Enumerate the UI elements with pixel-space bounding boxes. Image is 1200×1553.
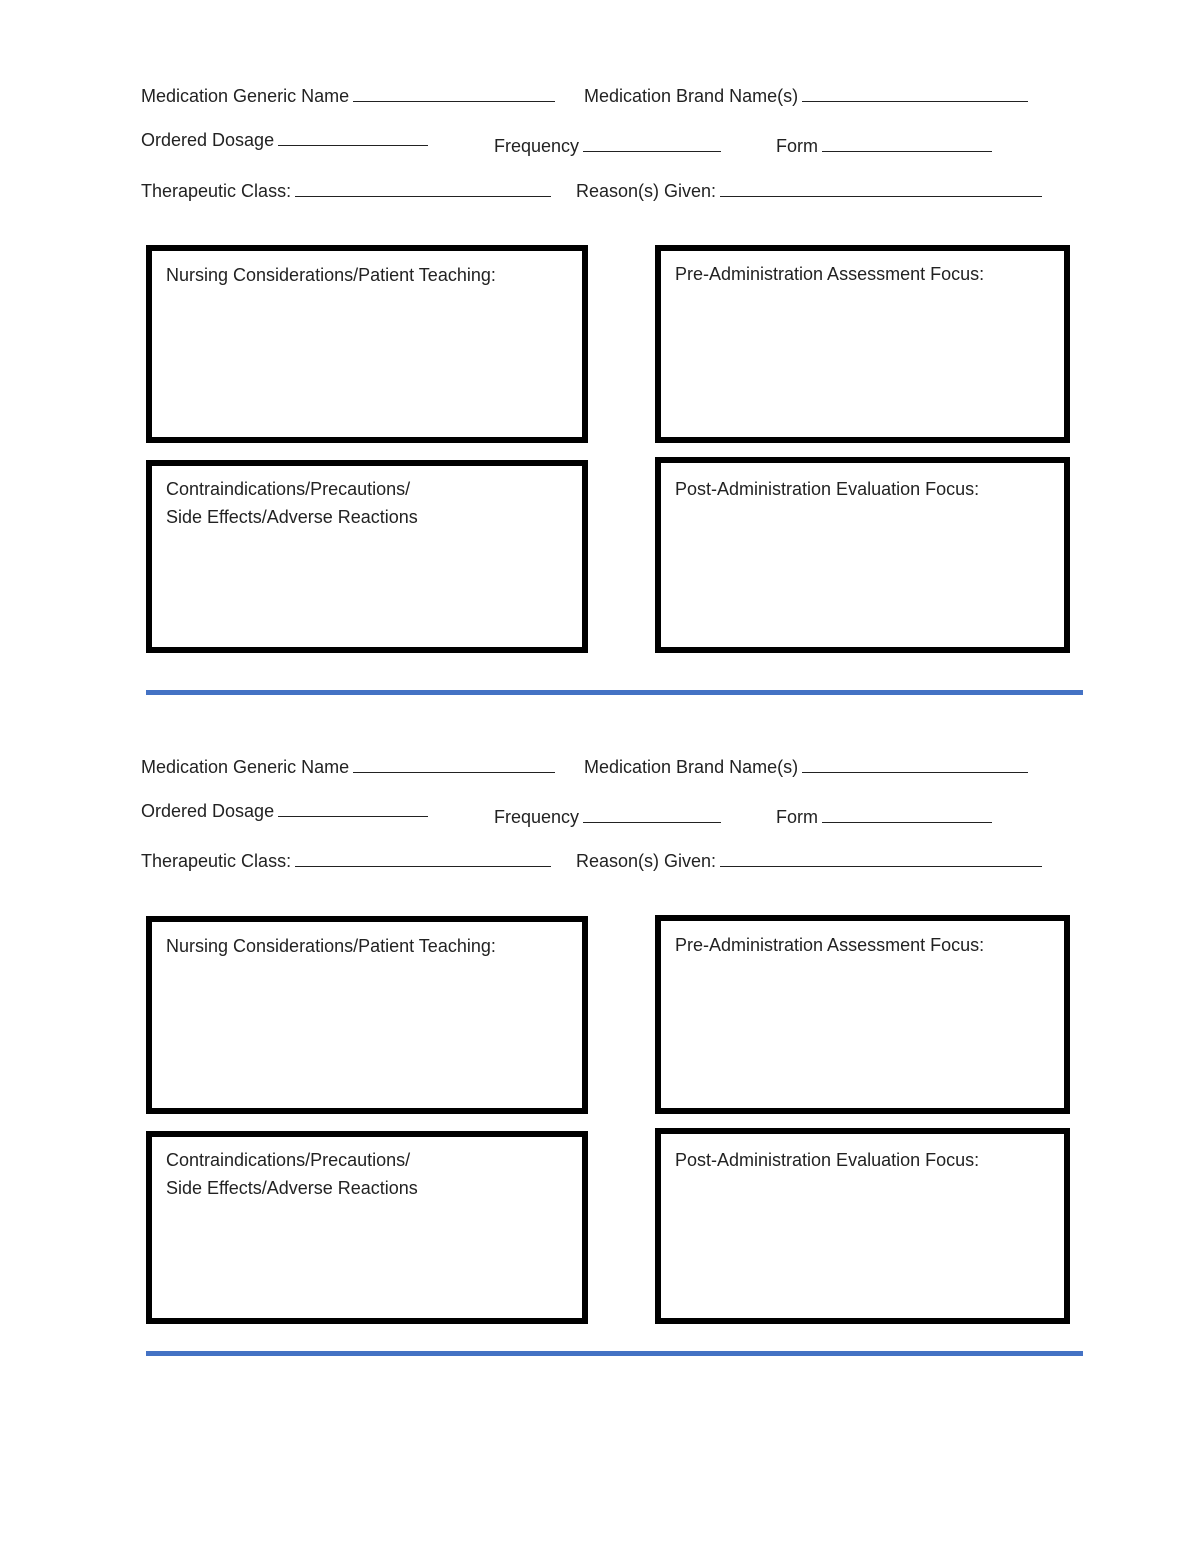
form-blank[interactable] <box>822 804 992 823</box>
generic-name-field[interactable] <box>141 83 555 107</box>
generic-name-blank[interactable] <box>353 83 555 102</box>
contraindications-line-1: Contraindications/Precautions/ <box>166 479 411 499</box>
pre-administration-box[interactable] <box>655 245 1070 443</box>
brand-name-label: Medication Brand Name(s) <box>584 757 799 777</box>
therapeutic-class-field[interactable] <box>141 178 551 202</box>
contraindications-box[interactable] <box>146 460 588 653</box>
therapeutic-class-field[interactable] <box>141 848 551 872</box>
reasons-given-field[interactable] <box>576 178 1042 202</box>
contraindications-label <box>166 1146 418 1202</box>
nursing-considerations-box[interactable] <box>146 245 588 443</box>
post-administration-label: Post-Administration Evaluation Focus: <box>675 1150 980 1170</box>
contraindications-line-2: Side Effects/Adverse Reactions <box>166 1178 418 1198</box>
section-divider-2 <box>146 1351 1083 1356</box>
form-field[interactable] <box>776 804 992 828</box>
therapeutic-class-blank[interactable] <box>295 848 551 867</box>
post-administration-label: Post-Administration Evaluation Focus: <box>675 479 980 499</box>
frequency-field[interactable] <box>494 804 721 828</box>
pre-administration-box[interactable] <box>655 915 1070 1114</box>
medication-form-1 <box>0 0 1200 640</box>
post-administration-box[interactable] <box>655 457 1070 653</box>
reasons-given-label: Reason(s) Given: <box>576 181 717 201</box>
ordered-dosage-label: Ordered Dosage <box>141 801 275 821</box>
frequency-blank[interactable] <box>583 804 721 823</box>
medication-form-2 <box>0 671 1200 1311</box>
nursing-considerations-box[interactable] <box>146 916 588 1114</box>
generic-name-blank[interactable] <box>353 754 555 773</box>
ordered-dosage-blank[interactable] <box>278 127 428 146</box>
reasons-given-label: Reason(s) Given: <box>576 851 717 871</box>
form-label: Form <box>776 136 818 156</box>
frequency-label: Frequency <box>494 136 580 156</box>
generic-name-field[interactable] <box>141 754 555 778</box>
ordered-dosage-field[interactable] <box>141 127 428 151</box>
form-blank[interactable] <box>822 133 992 152</box>
therapeutic-class-label: Therapeutic Class: <box>141 851 292 871</box>
generic-name-label: Medication Generic Name <box>141 86 350 106</box>
pre-administration-label: Pre-Administration Assessment Focus: <box>675 264 985 284</box>
reasons-given-blank[interactable] <box>720 848 1042 867</box>
therapeutic-class-blank[interactable] <box>295 178 551 197</box>
brand-name-blank[interactable] <box>802 83 1028 102</box>
post-administration-box[interactable] <box>655 1128 1070 1324</box>
reasons-given-field[interactable] <box>576 848 1042 872</box>
contraindications-line-1: Contraindications/Precautions/ <box>166 1150 411 1170</box>
brand-name-field[interactable] <box>584 83 1028 107</box>
frequency-field[interactable] <box>494 133 721 157</box>
nursing-considerations-label: Nursing Considerations/Patient Teaching: <box>166 936 496 956</box>
brand-name-blank[interactable] <box>802 754 1028 773</box>
nursing-considerations-label: Nursing Considerations/Patient Teaching: <box>166 265 496 285</box>
therapeutic-class-label: Therapeutic Class: <box>141 181 292 201</box>
frequency-blank[interactable] <box>583 133 721 152</box>
ordered-dosage-field[interactable] <box>141 798 428 822</box>
form-label: Form <box>776 807 818 827</box>
form-field[interactable] <box>776 133 992 157</box>
reasons-given-blank[interactable] <box>720 178 1042 197</box>
contraindications-box[interactable] <box>146 1131 588 1324</box>
generic-name-label: Medication Generic Name <box>141 757 350 777</box>
contraindications-line-2: Side Effects/Adverse Reactions <box>166 507 418 527</box>
contraindications-label <box>166 475 418 531</box>
brand-name-label: Medication Brand Name(s) <box>584 86 799 106</box>
ordered-dosage-blank[interactable] <box>278 798 428 817</box>
pre-administration-label: Pre-Administration Assessment Focus: <box>675 935 985 955</box>
ordered-dosage-label: Ordered Dosage <box>141 130 275 150</box>
frequency-label: Frequency <box>494 807 580 827</box>
brand-name-field[interactable] <box>584 754 1028 778</box>
